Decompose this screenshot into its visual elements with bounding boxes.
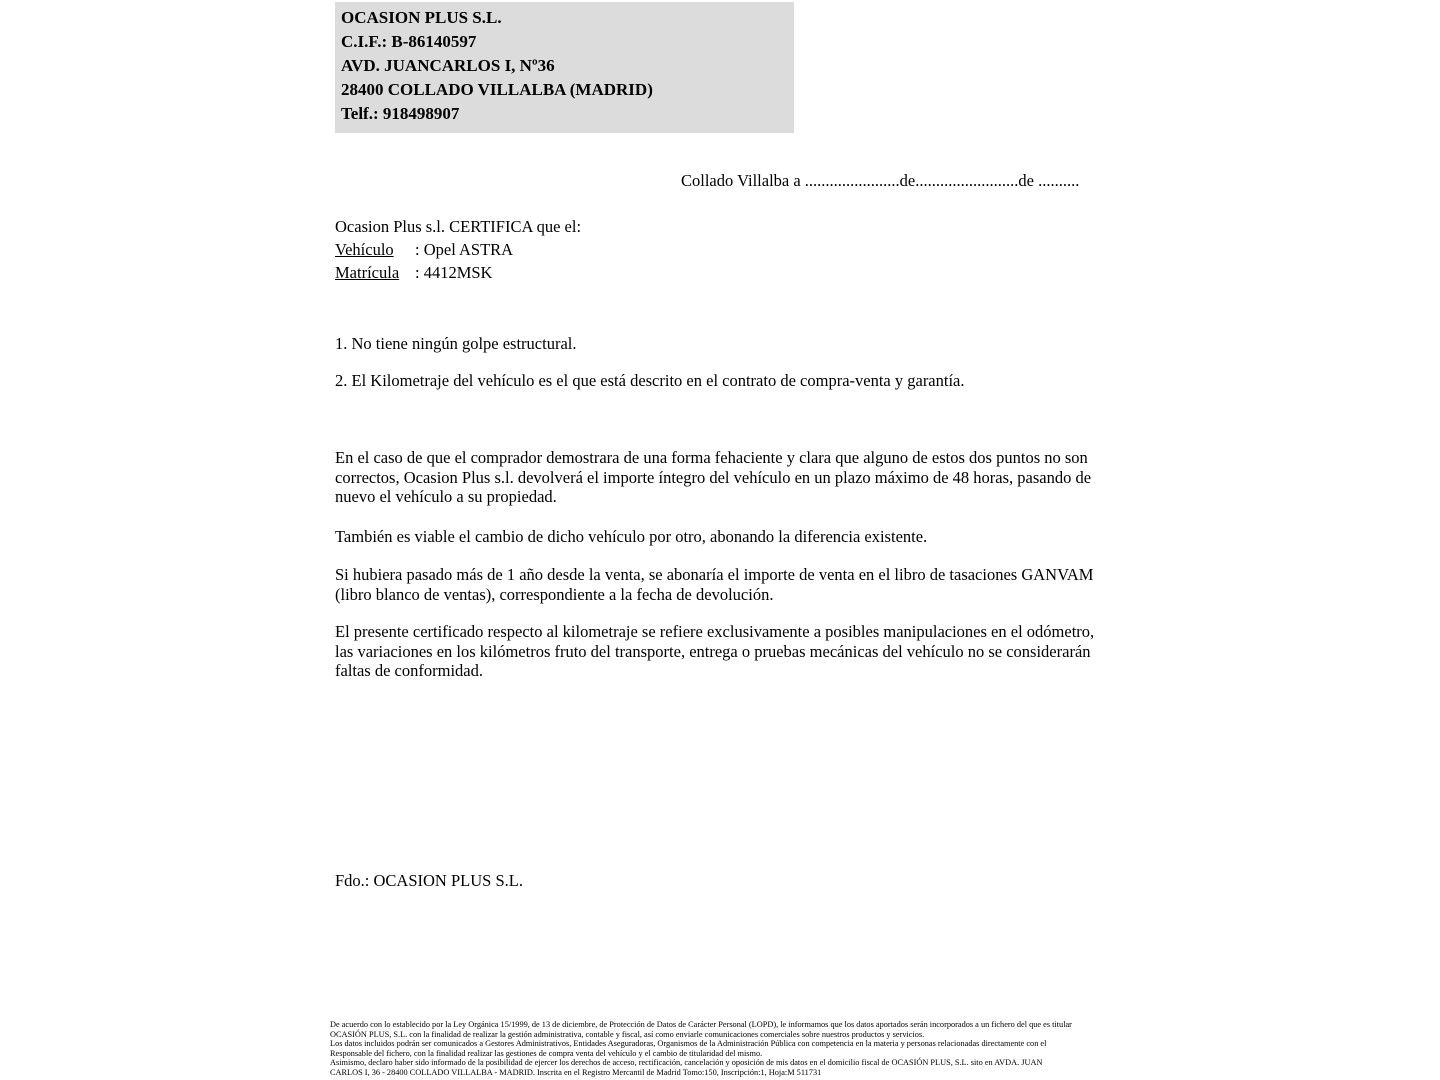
- legal-footer-line: Asimismo, declaro haber sido informado de la posibilidad de ejercer los derechos de acceso, rectificación, cancelación y oposición de mis datos en el domicilio fiscal de OCASIÓN PLUS, S.L. sito en AVDA. JUAN: [330, 1058, 1043, 1068]
- company-address: AVD. JUANCARLOS I, Nº36: [341, 56, 555, 75]
- company-header: [335, 2, 794, 133]
- legal-footer-line: CARLOS I, 36 - 28400 COLLADO VILLALBA - MADRID. Inscrita en el Registro Mercantil de Madrid Tomo:150, Inscripción:1, Hoja:M 511731: [330, 1067, 822, 1077]
- legal-footer: [330, 1020, 1110, 1078]
- signature-line: Fdo.: OCASION PLUS S.L.: [335, 870, 523, 890]
- vehicle-field-row: [335, 238, 1095, 261]
- plate-field-label: Matrícula: [335, 263, 400, 282]
- certification-intro: Ocasion Plus s.l. CERTIFICA que el:: [335, 217, 582, 236]
- company-cif: C.I.F.: B-86140597: [341, 32, 477, 51]
- paragraph-exchange-option: También es viable el cambio de dicho vehículo por otro, abonando la diferencia existente.: [335, 526, 928, 546]
- plate-field-row: [335, 261, 1095, 284]
- legal-footer-line: De acuerdo con lo establecido por la Ley Orgánica 15/1999, de 13 de diciembre, de Protección de Datos de Carácter Personal (LOPD), le informamos que los datos aportados serán incorporados a un fichero del que es titular: [330, 1020, 1072, 1029]
- vehicle-field-value: : Opel ASTRA: [415, 240, 514, 259]
- vehicle-field-label: Vehículo: [335, 240, 394, 259]
- company-city: 28400 COLLADO VILLALBA (MADRID): [341, 80, 653, 99]
- legal-footer-line: Responsable del fichero, con la finalidad realizar las gestiones de compra venta del vehículo y el cambio de titularidad del mismo.: [330, 1048, 763, 1058]
- paragraph-ganvam-valuation: Si hubiera pasado más de 1 año desde la venta, se abonaría el importe de venta en el libro de tasaciones GANVAM (libro blanco de ventas), correspondiente a la fecha de devolución.: [335, 565, 1094, 604]
- paragraph-refund-terms: En el caso de que el comprador demostrara de una forma fehaciente y clara que alguno de estos dos puntos no son correctos, Ocasion Plus s.l. devolverá el importe íntegro del vehículo en un plazo máximo de 48 horas, pasando de nuevo el vehículo a su propiedad.: [335, 448, 1092, 506]
- paragraph-odometer-disclaimer: El presente certificado respecto al kilometraje se refiere exclusivamente a posibles manipulaciones en el odómetro, las variaciones en los kilómetros fruto del transporte, entrega o pruebas mecánicas del vehículo no se considerarán faltas de conformidad.: [335, 622, 1095, 680]
- plate-field-value: : 4412MSK: [415, 263, 493, 282]
- document-body: [335, 216, 1095, 890]
- legal-footer-line: OCASIÓN PLUS, S.L. con la finalidad de realizar la gestión administrativa, contable y fiscal, así como enviarle comunicaciones comerciales sobre nuestros productos y servicios.: [330, 1029, 925, 1039]
- date-line: Collado Villalba a .......................de.........................de ..........: [681, 171, 1080, 190]
- company-name: OCASION PLUS S.L.: [341, 8, 502, 27]
- legal-footer-line: Los datos incluidos podrán ser comunicados a Gestores Administrativos, Entidades Aseguradoras, Organismos de la Administración Pública con competencia en la materia y personas relacionadas directamente con el: [330, 1039, 1047, 1049]
- company-phone: Telf.: 918498907: [341, 104, 460, 123]
- certified-point-1: 1. No tiene ningún golpe estructural.: [335, 334, 577, 353]
- certified-point-2: 2. El Kilometraje del vehículo es el que está descrito en el contrato de compra-venta y garantía.: [335, 370, 965, 390]
